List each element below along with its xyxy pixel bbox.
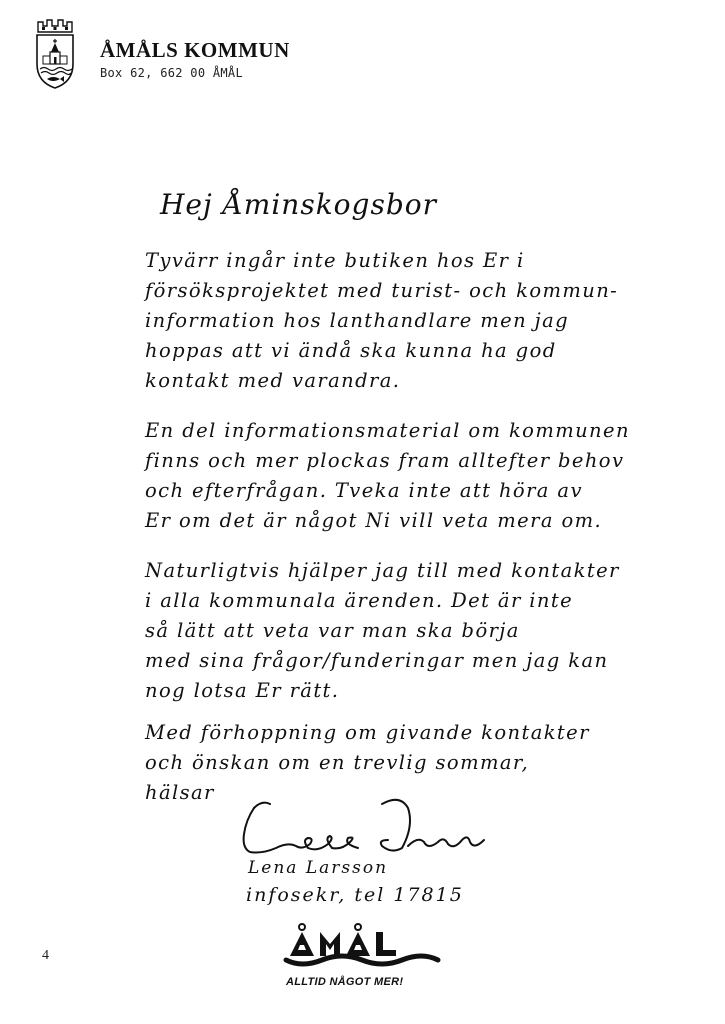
letter-paragraph-3	[145, 556, 705, 706]
footer-slogan: ALLTID NÅGOT MER!	[286, 976, 404, 988]
letter-line: Naturligtvis hjälper jag till med kontakter	[145, 559, 620, 582]
letter-line: och önskan om en trevlig sommar,	[145, 751, 530, 774]
signature-name: Lena Larsson	[248, 858, 389, 878]
signature-title: infosekr, tel 17815	[246, 884, 464, 906]
letter-line: En del informationsmaterial om kommunen	[145, 419, 630, 442]
organization-address: Box 62, 662 00 ÅMÅL	[100, 66, 243, 80]
municipal-coat-of-arms-icon	[34, 18, 76, 90]
letter-line: Er om det är något Ni vill veta mera om.	[145, 509, 603, 532]
letter-line: och efterfrågan. Tveka inte att höra av	[145, 479, 583, 502]
letter-line: med sina frågor/funderingar men jag kan	[145, 649, 609, 672]
letter-paragraph-1	[145, 246, 705, 396]
letter-line: nog lotsa Er rätt.	[145, 679, 340, 702]
letter-line: finns och mer plockas fram alltefter behov	[145, 449, 625, 472]
letter-line: information hos lanthandlare men jag	[145, 309, 570, 332]
letter-line: i alla kommunala ärenden. Det är inte	[145, 589, 574, 612]
letter-line: hoppas att vi ändå ska kunna ha god	[145, 339, 557, 362]
letter-line: kontakt med varandra.	[145, 369, 401, 392]
letter-paragraph-2	[145, 416, 705, 536]
letter-line: så lätt att veta var man ska börja	[145, 619, 520, 642]
letter-greeting: Hej Åminskogsbor	[160, 188, 437, 221]
letter-line: Tyvärr ingår inte butiken hos Er i	[145, 249, 525, 272]
letter-line: hälsar	[145, 781, 215, 804]
amal-logo	[282, 922, 442, 970]
letter-line: Med förhoppning om givande kontakter	[145, 721, 590, 744]
organization-name: ÅMÅLS KOMMUN	[100, 38, 290, 62]
page-number: 4	[42, 948, 49, 963]
letter-line: försöksprojektet med turist- och kommun-	[145, 279, 619, 302]
